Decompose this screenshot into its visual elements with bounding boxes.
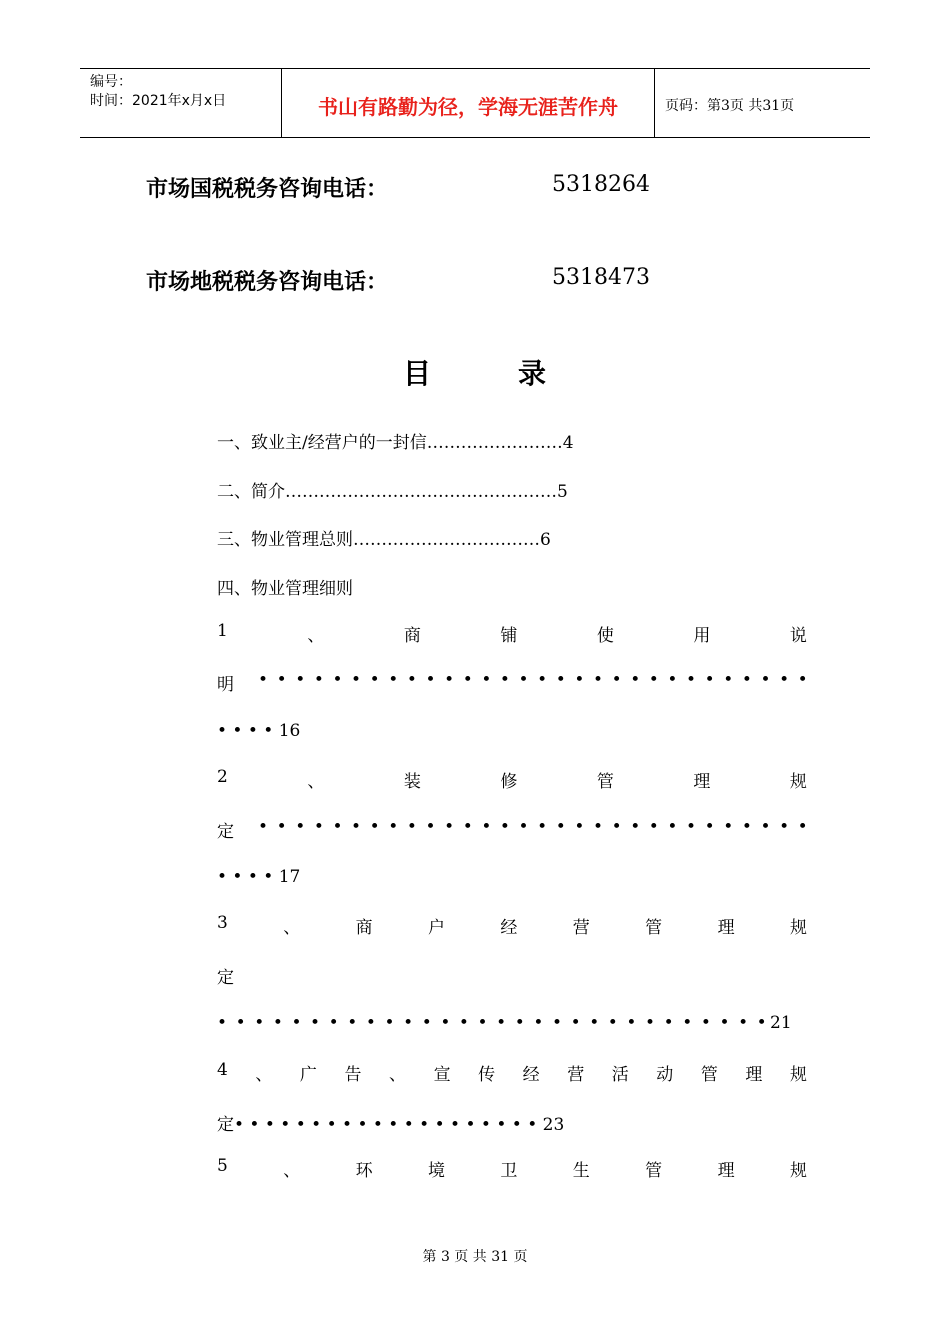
contact-label: 市场地税税务咨询电话： bbox=[146, 269, 389, 295]
toc-leader-dots bbox=[258, 817, 808, 837]
toc-char: 4 bbox=[217, 1060, 228, 1080]
leader-dot: • bbox=[347, 1013, 358, 1033]
toc-char: 动 bbox=[656, 1065, 674, 1085]
leader-dot: • bbox=[384, 1013, 395, 1033]
toc-sub-3-last-char: 定 bbox=[217, 968, 234, 988]
leader-dot: • bbox=[648, 817, 659, 837]
toc-char: 说 bbox=[789, 626, 807, 646]
leader-dot: • bbox=[570, 1013, 581, 1033]
toc-leader-dots bbox=[258, 670, 808, 690]
leader-dot: • bbox=[458, 1013, 469, 1033]
toc-char: 宣 bbox=[433, 1065, 451, 1085]
leader-dot: • bbox=[704, 817, 715, 837]
toc-char: 用 bbox=[693, 626, 711, 646]
leader-dot: • bbox=[499, 670, 510, 690]
leader-dot: • bbox=[555, 670, 566, 690]
toc-char: 境 bbox=[428, 1161, 445, 1181]
leader-dot: • bbox=[440, 1013, 451, 1033]
toc-sub-1-page: • • • • 16 bbox=[217, 721, 301, 741]
toc-char: 规 bbox=[789, 1065, 807, 1085]
leader-dot: • bbox=[369, 670, 380, 690]
toc-item-2: 二、简介…………………………………………5 bbox=[217, 482, 568, 502]
leader-dot: • bbox=[630, 817, 641, 837]
header-meta-cell bbox=[80, 69, 282, 137]
leader-dot: • bbox=[738, 1013, 749, 1033]
leader-dot: • bbox=[574, 670, 585, 690]
toc-char: 生 bbox=[572, 1161, 590, 1181]
leader-dot: • bbox=[741, 817, 752, 837]
toc-char: 规 bbox=[789, 918, 807, 938]
leader-dot: • bbox=[704, 670, 715, 690]
leader-dot: • bbox=[779, 817, 790, 837]
toc-sub-4-line-1 bbox=[217, 1060, 807, 1085]
leader-dot: • bbox=[369, 817, 380, 837]
toc-char: 经 bbox=[500, 918, 518, 938]
leader-dot: • bbox=[425, 817, 436, 837]
toc-sub-4-line-2: 定• • • • • • • • • • • • • • • • • • • • 23 bbox=[217, 1115, 565, 1135]
leader-dot: • bbox=[760, 817, 771, 837]
toc-item-1: 一、致业主/经营户的一封信……………………4 bbox=[217, 433, 574, 453]
header-page-label: 页码：第3页 共31页 bbox=[665, 98, 795, 114]
toc-char: 、 bbox=[283, 1161, 301, 1181]
toc-char: 理 bbox=[745, 1065, 763, 1085]
toc-sub-2-page: • • • • 17 bbox=[217, 867, 301, 887]
leader-dot: • bbox=[332, 817, 343, 837]
leader-dot: • bbox=[723, 817, 734, 837]
leader-dot: • bbox=[276, 670, 287, 690]
toc-char: 营 bbox=[567, 1065, 585, 1085]
page-footer: 第 3 页 共 31 页 bbox=[422, 1249, 528, 1265]
header-number-label: 编号： bbox=[90, 74, 132, 90]
toc-char: 卫 bbox=[500, 1161, 518, 1181]
leader-dot: • bbox=[444, 670, 455, 690]
leader-dot: • bbox=[254, 1013, 265, 1033]
leader-dot: • bbox=[291, 1013, 302, 1033]
leader-dot: • bbox=[406, 670, 417, 690]
toc-title-char-2: 录 bbox=[518, 357, 547, 390]
leader-dot: • bbox=[518, 670, 529, 690]
leader-dot: • bbox=[313, 670, 324, 690]
header-motto-cell bbox=[282, 69, 655, 137]
leader-dot: • bbox=[425, 670, 436, 690]
leader-dot: • bbox=[462, 670, 473, 690]
leader-dot: • bbox=[682, 1013, 693, 1033]
leader-dot: • bbox=[611, 670, 622, 690]
toc-char: 商 bbox=[403, 626, 421, 646]
leader-dot: • bbox=[217, 1013, 228, 1033]
leader-dot: • bbox=[328, 1013, 339, 1033]
leader-dot: • bbox=[589, 1013, 600, 1033]
leader-dot: • bbox=[779, 670, 790, 690]
toc-char: 2 bbox=[217, 767, 228, 787]
toc-char: 、 bbox=[307, 772, 325, 792]
leader-dot: • bbox=[365, 1013, 376, 1033]
toc-char: 告 bbox=[344, 1065, 362, 1085]
leader-dot: • bbox=[496, 1013, 507, 1033]
toc-char: 活 bbox=[611, 1065, 629, 1085]
toc-char: 1 bbox=[217, 621, 228, 641]
leader-dot: • bbox=[313, 817, 324, 837]
toc-char: 、 bbox=[389, 1065, 407, 1085]
toc-char: 修 bbox=[500, 772, 518, 792]
leader-dot: • bbox=[574, 817, 585, 837]
leader-dot: • bbox=[351, 670, 362, 690]
leader-dot: • bbox=[444, 817, 455, 837]
leader-dot: • bbox=[719, 1013, 730, 1033]
header-page-cell bbox=[655, 69, 870, 137]
leader-dot: • bbox=[537, 817, 548, 837]
toc-char: 管 bbox=[700, 1065, 718, 1085]
leader-dot: • bbox=[630, 670, 641, 690]
leader-dot: • bbox=[514, 1013, 525, 1033]
toc-char: 管 bbox=[645, 918, 663, 938]
leader-dot: • bbox=[403, 1013, 414, 1033]
toc-char: 5 bbox=[217, 1156, 228, 1176]
leader-dot: • bbox=[551, 1013, 562, 1033]
toc-char: 、 bbox=[307, 626, 325, 646]
leader-dot: • bbox=[760, 670, 771, 690]
contact-number: 5318264 bbox=[552, 172, 650, 197]
leader-dot: • bbox=[310, 1013, 321, 1033]
toc-item-4: 四、物业管理细则 bbox=[217, 579, 353, 599]
leader-dot: • bbox=[481, 670, 492, 690]
leader-dot: • bbox=[332, 670, 343, 690]
leader-dot: • bbox=[272, 1013, 283, 1033]
toc-char: 环 bbox=[355, 1161, 373, 1181]
leader-dot: • bbox=[700, 1013, 711, 1033]
toc-char: 规 bbox=[789, 1161, 807, 1181]
leader-dot: • bbox=[555, 817, 566, 837]
leader-dot: • bbox=[592, 670, 603, 690]
leader-dot: • bbox=[626, 1013, 637, 1033]
header-motto: 书山有路勤为径，学海无涯苦作舟 bbox=[318, 95, 618, 119]
leader-dot: • bbox=[667, 817, 678, 837]
contact-label: 市场国税税务咨询电话： bbox=[146, 176, 389, 202]
leader-dot: • bbox=[797, 817, 808, 837]
leader-dot: • bbox=[592, 817, 603, 837]
leader-dot: • bbox=[686, 817, 697, 837]
toc-leader-dots bbox=[217, 1013, 767, 1033]
toc-char: 3 bbox=[217, 913, 228, 933]
leader-dot: • bbox=[663, 1013, 674, 1033]
leader-dot: • bbox=[388, 817, 399, 837]
toc-char: 管 bbox=[645, 1161, 663, 1181]
document-header bbox=[80, 68, 870, 138]
leader-dot: • bbox=[667, 670, 678, 690]
leader-dot: • bbox=[533, 1013, 544, 1033]
toc-sub-5-line-1 bbox=[217, 1156, 807, 1181]
leader-dot: • bbox=[686, 670, 697, 690]
leader-dot: • bbox=[276, 817, 287, 837]
leader-dot: • bbox=[611, 817, 622, 837]
toc-char: 理 bbox=[693, 772, 711, 792]
leader-dot: • bbox=[351, 817, 362, 837]
header-date-label: 时间：2021年x月x日 bbox=[90, 93, 227, 109]
leader-dot: • bbox=[756, 1013, 767, 1033]
leader-dot: • bbox=[406, 817, 417, 837]
leader-dot: • bbox=[518, 817, 529, 837]
toc-char: 、 bbox=[283, 918, 301, 938]
toc-char: 户 bbox=[428, 918, 445, 938]
toc-char: 规 bbox=[789, 772, 807, 792]
leader-dot: • bbox=[295, 817, 306, 837]
toc-char: 装 bbox=[403, 772, 421, 792]
leader-dot: • bbox=[477, 1013, 488, 1033]
toc-sub-1-line-1 bbox=[217, 621, 807, 646]
toc-char: 传 bbox=[478, 1065, 496, 1085]
contact-number: 5318473 bbox=[552, 265, 650, 290]
leader-dot: • bbox=[499, 817, 510, 837]
toc-char: 管 bbox=[596, 772, 614, 792]
leader-dot: • bbox=[481, 817, 492, 837]
leader-dot: • bbox=[723, 670, 734, 690]
leader-dot: • bbox=[741, 670, 752, 690]
leader-dot: • bbox=[537, 670, 548, 690]
leader-dot: • bbox=[258, 670, 269, 690]
leader-dot: • bbox=[258, 817, 269, 837]
leader-dot: • bbox=[645, 1013, 656, 1033]
toc-char: 使 bbox=[596, 626, 614, 646]
toc-sub-3-page: 21 bbox=[770, 1013, 792, 1033]
toc-sub-1-last-char: 明 bbox=[217, 675, 234, 695]
toc-sub-2-line-1 bbox=[217, 767, 807, 792]
toc-sub-3-line-1 bbox=[217, 913, 807, 938]
leader-dot: • bbox=[797, 670, 808, 690]
toc-char: 广 bbox=[299, 1065, 317, 1085]
contact-local-tax bbox=[146, 265, 650, 296]
toc-char: 经 bbox=[522, 1065, 540, 1085]
toc-char: 商 bbox=[355, 918, 373, 938]
toc-char: 、 bbox=[255, 1065, 273, 1085]
toc-char: 理 bbox=[717, 918, 735, 938]
leader-dot: • bbox=[388, 670, 399, 690]
leader-dot: • bbox=[607, 1013, 618, 1033]
toc-char: 铺 bbox=[500, 626, 518, 646]
leader-dot: • bbox=[235, 1013, 246, 1033]
leader-dot: • bbox=[462, 817, 473, 837]
toc-title-char-1: 目 bbox=[403, 357, 432, 390]
toc-char: 营 bbox=[572, 918, 590, 938]
toc-sub-2-last-char: 定 bbox=[217, 822, 234, 842]
leader-dot: • bbox=[648, 670, 659, 690]
toc-item-3: 三、物业管理总则……………………………6 bbox=[217, 530, 551, 550]
toc-char: 理 bbox=[717, 1161, 735, 1181]
contact-national-tax bbox=[146, 172, 650, 203]
leader-dot: • bbox=[295, 670, 306, 690]
leader-dot: • bbox=[421, 1013, 432, 1033]
